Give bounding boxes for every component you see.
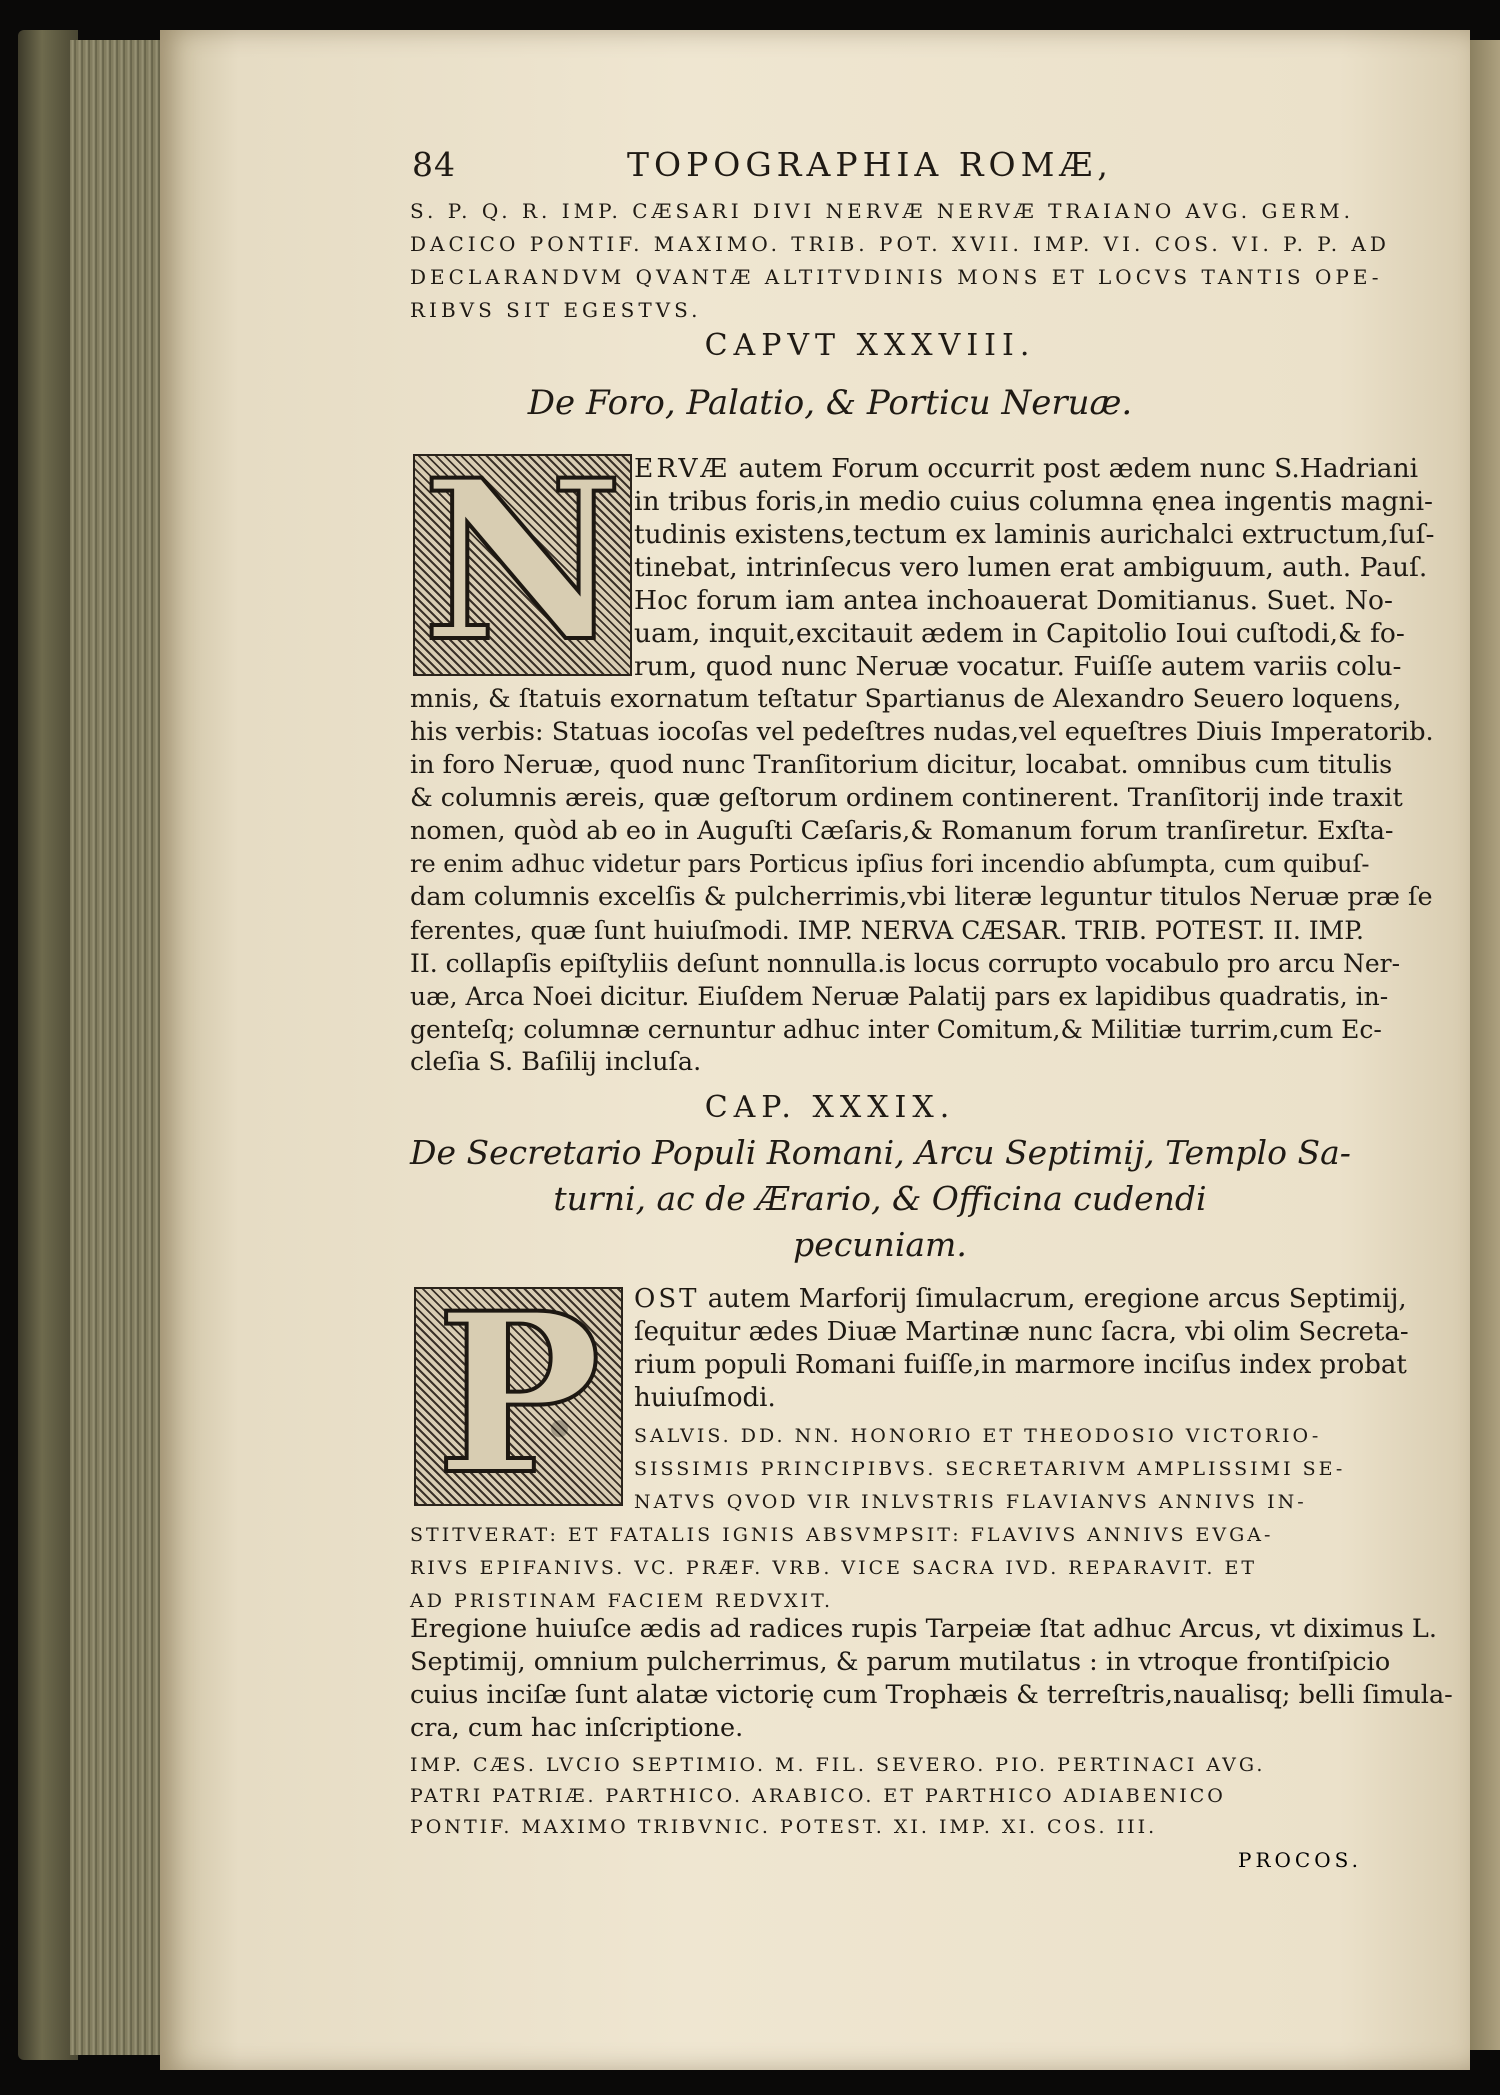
text-line: mnis, & ſtatuis exornatum teſtatur Spartianus de Alexandro Seuero loquens,: [410, 684, 1402, 714]
inscription-line: DACICO PONTIF. MAXIMO. TRIB. POT. XVII. IMP. VI. COS. VI. P. P. AD: [410, 232, 1390, 256]
chapter-subheading: [410, 1130, 1350, 1268]
text-line: Eregione huiuſce ædis ad radices rupis Tarpeiæ ſtat adhuc Arcus, vt diximus L.: [410, 1614, 1437, 1644]
text-line: tudinis existens,tectum ex laminis aurichalci extructum,ſuſ-: [634, 519, 1435, 550]
text-line: in foro Neruæ, quod nunc Tranſitorium dicitur, locabat. omnibus cum titulis: [410, 750, 1393, 780]
first-word: ERVÆ: [634, 453, 731, 484]
text-line: II. collapſis epiſtyliis deſunt nonnulla.is locus corrupto vocabulo pro arcu Ner-: [410, 949, 1401, 978]
text-line: in tribus foris,in medio cuius columna ęnea ingentis magni-: [634, 486, 1434, 517]
text-line: cra, cum hac inſcriptione.: [410, 1713, 744, 1743]
text-line: re enim adhuc videtur pars Porticus ipſius fori incendio abſumpta, cum quibuſ-: [410, 850, 1370, 878]
text-line: nomen, quòd ab eo in Auguſti Cæſaris,& Romanum forum tranſiretur. Exſta-: [410, 816, 1394, 846]
text-line: ERVÆ autem Forum occurrit post ædem nunc S.Hadriani: [634, 453, 1419, 484]
running-title: TOPOGRAPHIA ROMÆ,: [627, 145, 1113, 184]
inscription-block: [410, 1750, 1350, 1843]
chapter-body: [410, 452, 1435, 1079]
subheading-line: De Secretario Populi Romani, Arcu Septimij, Templo Sa-: [410, 1133, 1351, 1172]
text-line: rum, quod nunc Neruæ vocatur. Fuiſſe autem variis colu-: [634, 651, 1402, 682]
catchword: PROCOS.: [1238, 1848, 1362, 1872]
inscription-line: STITVERAT: ET FATALIS IGNIS ABSVMPSIT: FLAVIVS ANNIVS EVGA-: [410, 1524, 1274, 1546]
chapter-heading: CAPVT XXXVIII.: [704, 328, 1036, 363]
page-number: 84: [412, 145, 456, 184]
running-head: [412, 145, 1132, 195]
inscription-line: RIVS EPIFANIVS. VC. PRÆF. VRB. VICE SACRA IVD. REPARAVIT. ET: [410, 1557, 1258, 1579]
text-line: ferentes, quæ ſunt huiuſmodi. IMP. NERVA CÆSAR. TRIB. POTEST. II. IMP.: [410, 916, 1364, 945]
book-cover: [18, 30, 78, 2060]
inscription-block: [410, 195, 1390, 327]
inscription-line: DECLARANDVM QVANTÆ ALTITVDINIS MONS ET LOCVS TANTIS OPE-: [410, 265, 1383, 289]
inscription-block: [410, 1420, 1350, 1618]
text-line: dam columnis excelſis & pulcherrimis,vbi literæ leguntur titulos Neruæ præ ſe: [410, 882, 1433, 912]
text-line: uæ, Arca Noei dicitur. Eiuſdem Neruæ Palatij pars ex lapidibus quadratis, in-: [410, 982, 1389, 1011]
text-line: tinebat, intrinſecus vero lumen erat ambiguum, auth. Pauſ.: [634, 552, 1428, 583]
first-word: OST: [634, 1284, 700, 1314]
text-line: uam, inquit,excitauit ædem in Capitolio Ioui cuſtodi,& fo-: [634, 618, 1405, 649]
inscription-line: RIBVS SIT EGESTVS.: [410, 298, 702, 322]
inscription-line: SISSIMIS PRINCIPIBVS. SECRETARIVM AMPLISSIMI SE-: [634, 1458, 1346, 1480]
text-line: genteſq; columnæ cernuntur adhuc inter Comitum,& Militiæ turrim,cum Ec-: [410, 1015, 1382, 1044]
text-line: Hoc forum iam antea inchoauerat Domitianus. Suet. No-: [634, 585, 1393, 616]
inscription-line: PONTIF. MAXIMO TRIBVNIC. POTEST. XI. IMP. XI. COS. III.: [410, 1816, 1158, 1838]
inscription-line: IMP. CÆS. LVCIO SEPTIMIO. M. FIL. SEVERO. PIO. PERTINACI AVG.: [410, 1754, 1266, 1776]
text-line: rium populi Romani fuiſſe,in marmore inciſus index probat: [634, 1350, 1407, 1380]
inscription-line: S. P. Q. R. IMP. CÆSARI DIVI NERVÆ NERVÆ TRAIANO AVG. GERM.: [410, 199, 1354, 223]
text-line: & columnis æreis, quæ geſtorum ordinem continerent. Tranſitorij inde traxit: [410, 783, 1403, 813]
text-line: cuius inciſæ ſunt alatæ victorię cum Trophæis & terreſtris,naualisq; belli ſimula-: [410, 1680, 1453, 1710]
text-line: Septimij, omnium pulcherrimus, & parum mutilatus : in vtroque frontiſpicio: [410, 1647, 1391, 1677]
chapter-body: [410, 1283, 1409, 1415]
inscription-line: AD PRISTINAM FACIEM REDVXIT.: [410, 1590, 834, 1612]
inscription-line: PATRI PATRIÆ. PARTHICO. ARABICO. ET PARTHICO ADIABENICO: [410, 1785, 1226, 1807]
text-line: ſequitur ædes Diuæ Martinæ nunc ſacra, vbi olim Secreta-: [634, 1317, 1409, 1347]
inscription-line: SALVIS. DD. NN. HONORIO ET THEODOSIO VICTORIO-: [634, 1425, 1322, 1447]
page-edges: [70, 40, 170, 2055]
inscription-line: NATVS QVOD VIR INLVSTRIS FLAVIANVS ANNIVS IN-: [634, 1491, 1307, 1513]
facing-page-edge: [1470, 40, 1500, 2050]
chapter-subheading: De Foro, Palatio, & Porticu Neruæ.: [527, 383, 1133, 423]
initial-letter: P: [435, 1264, 602, 1523]
text-line: his verbis: Statuas iocoſas vel pedeſtres nudas,vel equeſtres Diuis Imperatorib.: [410, 717, 1434, 747]
text-line: huiuſmodi.: [634, 1383, 776, 1413]
subheading-line: turni, ac de Ærario, & Officina cudendi: [553, 1179, 1207, 1218]
text-line: OST autem Marforij ſimulacrum, eregione arcus Septimij,: [634, 1284, 1407, 1314]
text-line: cleſia S. Baſilij incluſa.: [410, 1047, 702, 1077]
subheading-line: pecuniam.: [793, 1225, 967, 1264]
chapter-heading: CAP. XXXIX.: [704, 1090, 956, 1125]
chapter-body: [410, 1613, 1453, 1745]
initial-letter: N: [421, 431, 624, 690]
